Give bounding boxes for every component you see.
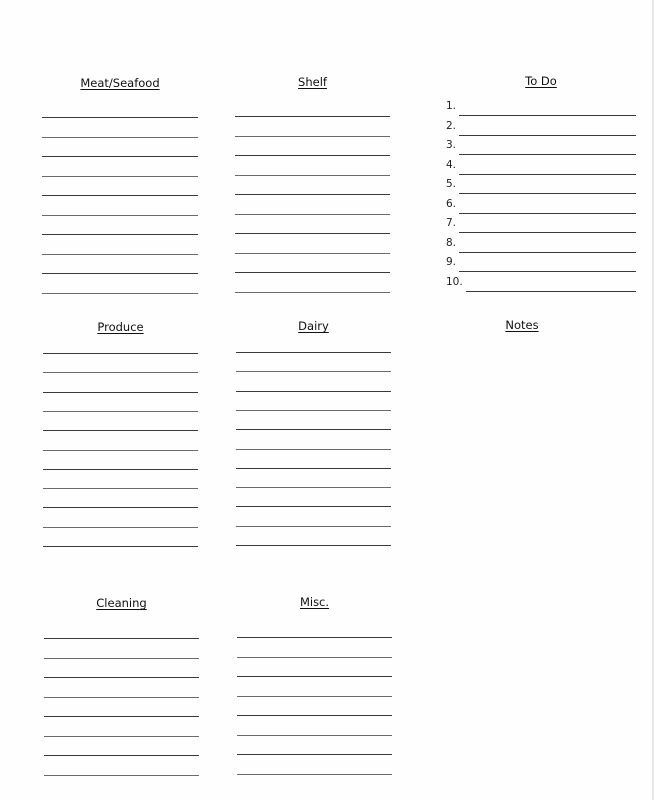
write-line[interactable] — [235, 155, 390, 156]
todo-number: 9. — [446, 256, 457, 268]
write-line[interactable] — [43, 392, 198, 393]
write-line[interactable] — [42, 156, 198, 157]
write-line[interactable] — [236, 391, 391, 392]
write-line[interactable] — [43, 469, 198, 470]
write-line[interactable] — [236, 468, 391, 469]
write-line[interactable] — [236, 371, 391, 372]
write-line[interactable] — [237, 774, 392, 775]
section-meat-seafood — [42, 76, 198, 298]
write-line[interactable] — [237, 735, 392, 736]
write-line[interactable] — [237, 657, 392, 658]
write-line[interactable] — [43, 546, 198, 547]
write-line[interactable] — [237, 754, 392, 755]
write-line[interactable] — [44, 755, 199, 756]
section-shelf — [235, 75, 390, 297]
write-line[interactable] — [235, 214, 390, 215]
write-line[interactable] — [237, 715, 392, 716]
write-line[interactable] — [42, 254, 198, 255]
write-line[interactable] — [42, 293, 198, 294]
heading-dairy: Dairy — [298, 319, 329, 333]
heading-shelf: Shelf — [298, 75, 327, 89]
section-notes — [462, 318, 582, 338]
write-line[interactable] — [42, 234, 198, 235]
write-line[interactable] — [236, 526, 391, 527]
write-line[interactable] — [236, 410, 391, 411]
section-produce — [43, 320, 198, 555]
write-line[interactable] — [42, 117, 198, 118]
todo-number: 6. — [446, 197, 457, 210]
todo-line[interactable] — [459, 174, 636, 175]
write-line[interactable] — [235, 175, 390, 176]
write-line[interactable] — [42, 137, 198, 138]
todo-number: 1. — [446, 100, 457, 112]
heading-notes: Notes — [505, 318, 539, 332]
write-line[interactable] — [43, 372, 198, 373]
todo-line[interactable] — [459, 213, 636, 214]
write-line[interactable] — [235, 272, 390, 273]
write-line[interactable] — [44, 658, 199, 659]
write-line[interactable] — [44, 775, 199, 776]
write-line[interactable] — [236, 545, 391, 546]
todo-line[interactable] — [466, 291, 636, 292]
write-line[interactable] — [236, 487, 391, 488]
write-line[interactable] — [237, 696, 392, 697]
todo-number: 2. — [446, 119, 457, 132]
write-line[interactable] — [42, 215, 198, 216]
write-line[interactable] — [42, 195, 198, 196]
section-dairy — [236, 319, 391, 554]
todo-line[interactable] — [459, 193, 636, 194]
heading-misc: Misc. — [299, 595, 330, 609]
write-line[interactable] — [43, 450, 198, 451]
write-line[interactable] — [237, 676, 392, 677]
todo-number: 10. — [446, 275, 463, 288]
write-line[interactable] — [43, 488, 198, 489]
write-line[interactable] — [44, 697, 199, 698]
todo-line[interactable] — [459, 115, 636, 116]
write-line[interactable] — [235, 116, 390, 117]
todo-number: 3. — [446, 139, 457, 151]
write-line[interactable] — [43, 507, 198, 508]
heading-meat-seafood: Meat/Seafood — [80, 76, 160, 90]
heading-todo: To Do — [525, 74, 557, 88]
write-line[interactable] — [235, 253, 390, 254]
write-line[interactable] — [43, 527, 198, 528]
heading-produce: Produce — [97, 320, 144, 334]
write-line[interactable] — [43, 411, 198, 412]
section-cleaning — [44, 596, 199, 781]
write-line[interactable] — [235, 194, 390, 195]
write-line[interactable] — [237, 637, 392, 638]
write-line[interactable] — [42, 176, 198, 177]
todo-line[interactable] — [459, 232, 636, 233]
write-line[interactable] — [236, 506, 391, 507]
write-line[interactable] — [42, 273, 198, 274]
write-line[interactable] — [236, 449, 391, 450]
todo-number: 7. — [446, 217, 457, 229]
write-line[interactable] — [43, 430, 198, 431]
todo-number: 5. — [446, 178, 457, 190]
todo-line[interactable] — [459, 135, 636, 136]
todo-line[interactable] — [459, 271, 636, 272]
todo-line[interactable] — [459, 154, 636, 155]
write-line[interactable] — [44, 638, 199, 639]
section-misc — [237, 595, 392, 780]
write-line[interactable] — [43, 353, 198, 354]
heading-cleaning: Cleaning — [96, 596, 147, 610]
write-line[interactable] — [235, 233, 390, 234]
write-line[interactable] — [235, 136, 390, 137]
todo-number: 8. — [446, 236, 457, 249]
todo-number: 4. — [446, 158, 457, 171]
write-line[interactable] — [44, 716, 199, 717]
write-line[interactable] — [235, 292, 390, 293]
write-line[interactable] — [44, 677, 199, 678]
write-line[interactable] — [44, 736, 199, 737]
write-line[interactable] — [236, 352, 391, 353]
section-todo — [446, 74, 636, 299]
todo-line[interactable] — [459, 252, 636, 253]
write-line[interactable] — [236, 429, 391, 430]
